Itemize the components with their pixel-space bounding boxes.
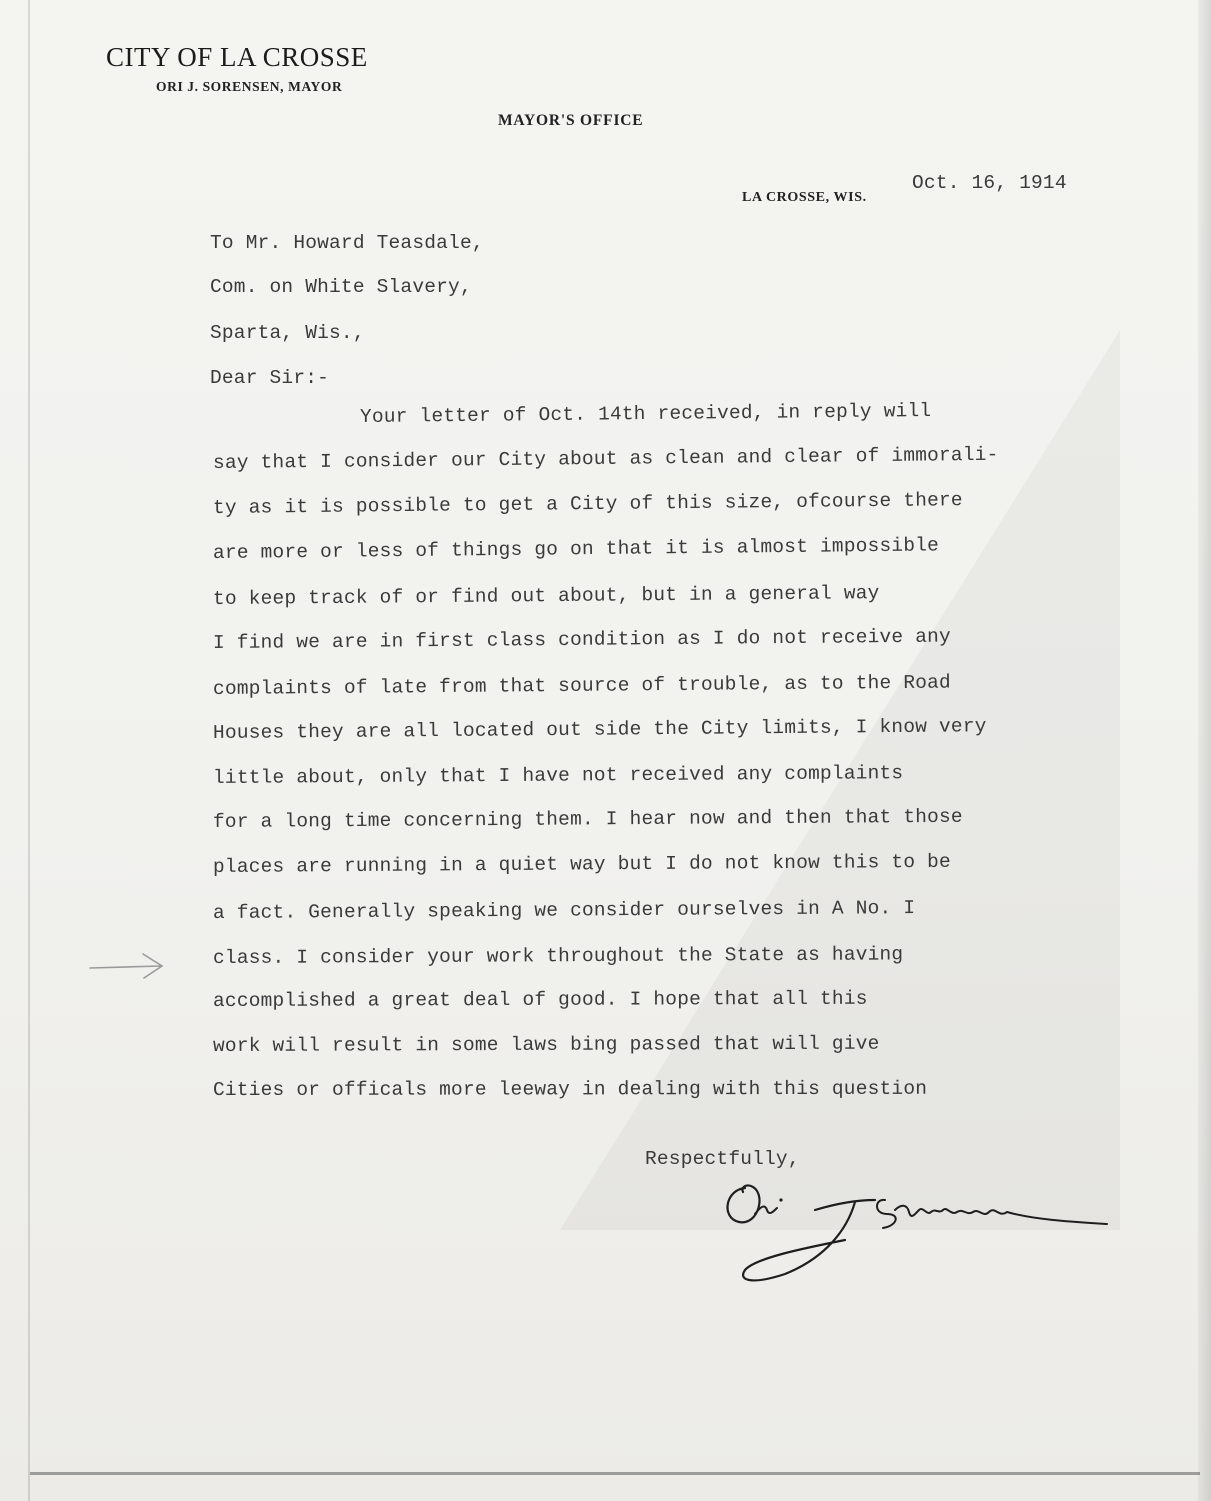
body-line: accomplished a great deal of good. I hope that all this [212, 987, 868, 1012]
paper-right-edge [1198, 0, 1211, 1501]
letterhead-title: CITY OF LA CROSSE [106, 42, 368, 72]
margin-arrow-mark [88, 948, 168, 982]
paper-bottom-edge [30, 1472, 1200, 1475]
body-line: I find we are in first class condition as I do not receive any [212, 625, 951, 654]
body-line: Houses they are all located out side the City limits, I know very [212, 715, 987, 744]
address-line: Sparta, Wis., [210, 322, 365, 344]
body-line: places are running in a quiet way but I do not know this to be [212, 850, 951, 878]
body-line: say that I consider our City about as clean and clear of immorali- [212, 443, 999, 474]
letter-date: Oct. 16, 1914 [912, 172, 1067, 194]
salutation: Dear Sir:- [210, 367, 330, 389]
letterhead-mayor: ORI J. SORENSEN, MAYOR [156, 79, 343, 94]
body-line: Cities or officals more leeway in dealing with this question [212, 1077, 928, 1101]
handwritten-signature [715, 1170, 1115, 1290]
paper-left-edge [28, 0, 30, 1501]
body-line: class. I consider your work throughout the State as having [212, 943, 904, 969]
body-line: to keep track of or find out about, but in a general way [212, 582, 880, 610]
letterhead-place: LA CROSSE, WIS. [742, 190, 867, 205]
body-line: work will result in some laws bing passed that will give [212, 1032, 880, 1057]
body-line: complaints of late from that source of trouble, as to the Road [212, 671, 951, 700]
body-line: a fact. Generally speaking we consider ourselves in A No. I [212, 897, 916, 924]
body-line: little about, only that I have not received any complaints [212, 762, 904, 789]
address-line: Com. on White Slavery, [210, 276, 472, 298]
body-line: for a long time concerning them. I hear now and then that those [212, 805, 963, 833]
body-line: Your letter of Oct. 14th received, in reply will [359, 400, 932, 428]
body-line: ty as it is possible to get a City of this size, ofcourse there [212, 489, 963, 519]
closing: Respectfully, [645, 1148, 800, 1170]
body-line: are more or less of things go on that it is almost impossible [212, 534, 940, 564]
address-line: To Mr. Howard Teasdale, [210, 232, 484, 254]
letterhead-office: MAYOR'S OFFICE [498, 112, 644, 129]
